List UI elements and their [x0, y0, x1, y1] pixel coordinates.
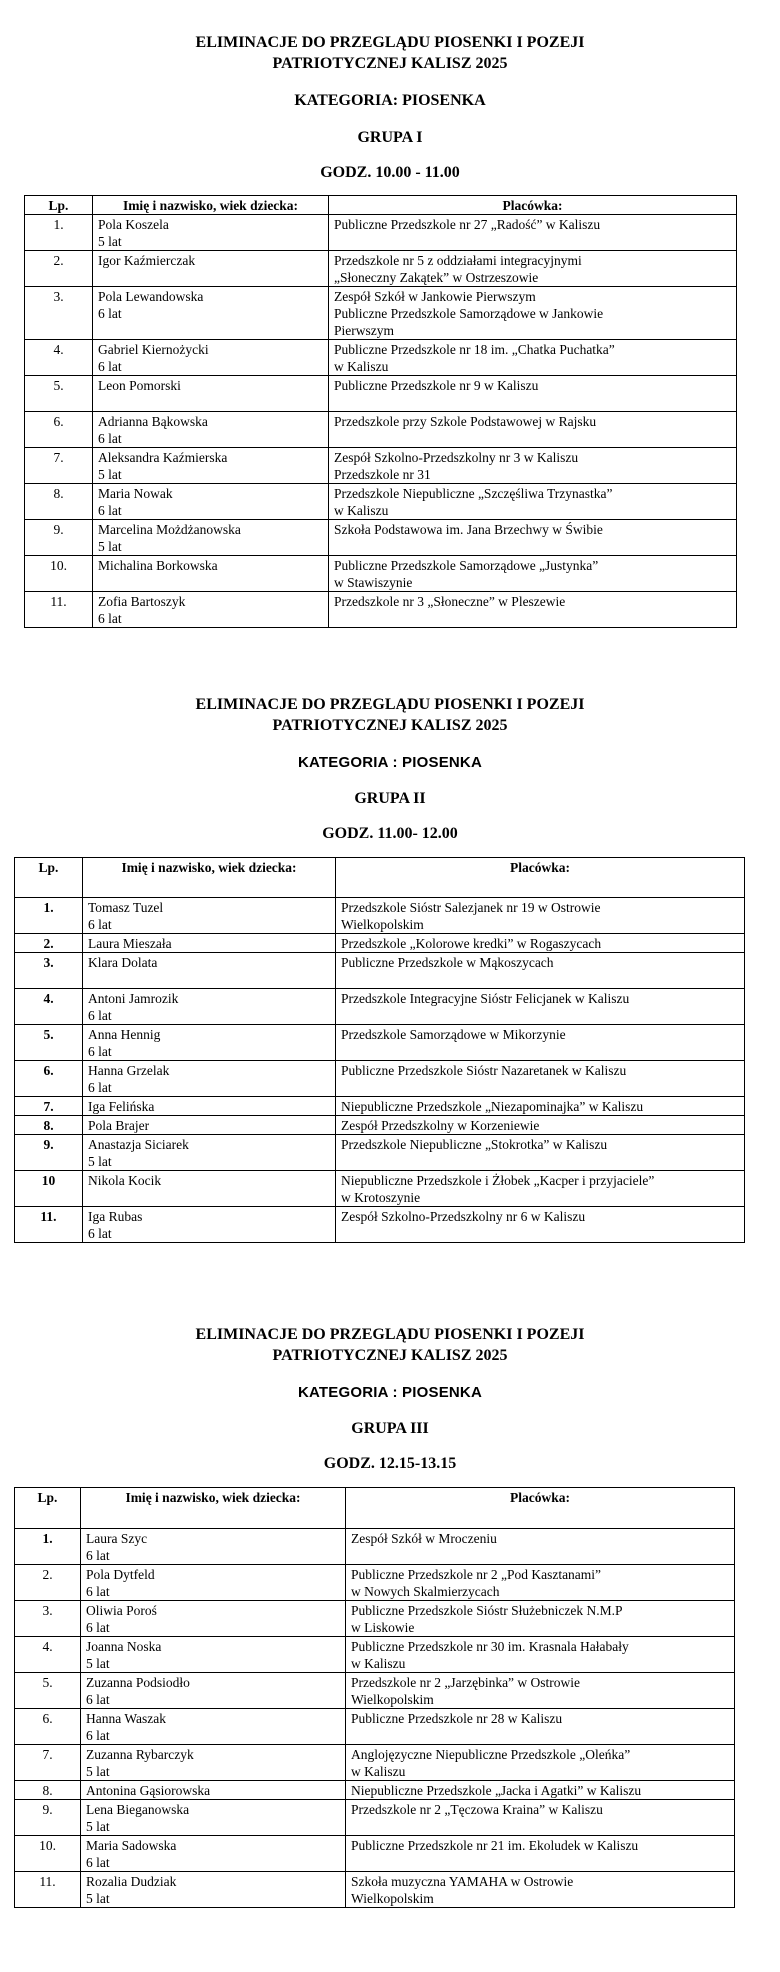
child-age: 5 lat [86, 1764, 110, 1779]
row-place [336, 1061, 745, 1097]
row-lp: 4. [25, 340, 93, 376]
table-row [15, 1709, 735, 1745]
header-lp: Lp. [15, 858, 83, 898]
row-place [329, 412, 737, 448]
place-line: Publiczne Przedszkole nr 9 w Kaliszu [334, 378, 539, 393]
child-name: Zuzanna Rybarczyk [86, 1747, 194, 1762]
place-line: „Słoneczny Zakątek” w Ostrzeszowie [334, 270, 539, 285]
row-lp: 10. [25, 556, 93, 592]
child-age: 5 lat [86, 1656, 110, 1671]
row-place [346, 1673, 735, 1709]
place-line: Publiczne Przedszkole w Mąkoszycach [341, 955, 554, 970]
child-age: 6 lat [86, 1855, 110, 1870]
group-2-label: GRUPA II [354, 790, 426, 807]
table-row [15, 1171, 745, 1207]
row-lp: 2. [15, 934, 83, 953]
row-name [83, 1025, 336, 1061]
place-line: Anglojęzyczne Niepubliczne Przedszkole „Oleńka” [351, 1747, 631, 1762]
table-header-row [25, 196, 737, 215]
row-lp: 9. [25, 520, 93, 556]
row-lp: 7. [25, 448, 93, 484]
table-row [15, 1872, 735, 1908]
child-name: Iga Rubas [88, 1209, 143, 1224]
place-line: Szkoła Podstawowa im. Jana Brzechwy w Świbie [334, 522, 603, 537]
child-name: Igor Kaźmierczak [98, 253, 196, 268]
row-lp: 11. [15, 1872, 81, 1908]
place-line: Publiczne Przedszkole nr 28 w Kaliszu [351, 1711, 563, 1726]
row-name [93, 556, 329, 592]
row-place [336, 1171, 745, 1207]
place-line: w Liskowie [351, 1620, 415, 1635]
child-age: 6 lat [98, 611, 122, 626]
table-row [15, 953, 745, 989]
place-line: Przedszkole przy Szkole Podstawowej w Rajsku [334, 414, 597, 429]
row-name [93, 484, 329, 520]
place-line: Niepubliczne Przedszkole „Jacka i Agatki” w Kaliszu [351, 1783, 642, 1798]
child-name: Aleksandra Kaźmierska [98, 450, 228, 465]
row-lp: 5. [25, 376, 93, 412]
child-age: 6 lat [86, 1584, 110, 1599]
row-name [81, 1800, 346, 1836]
row-name [93, 287, 329, 340]
row-lp: 1. [15, 898, 83, 934]
row-name [81, 1673, 346, 1709]
group-1-time: GODZ. 10.00 - 11.00 [320, 164, 460, 181]
group-1-label: GRUPA I [357, 129, 423, 146]
row-lp: 6. [15, 1709, 81, 1745]
child-age: 6 lat [98, 306, 122, 321]
child-name: Zofia Bartoszyk [98, 594, 186, 609]
place-line: Przedszkole Samorządowe w Mikorzynie [341, 1027, 566, 1042]
place-line: Szkoła muzyczna YAMAHA w Ostrowie [351, 1874, 574, 1889]
child-age: 6 lat [86, 1620, 110, 1635]
row-lp: 9. [15, 1800, 81, 1836]
row-lp: 8. [25, 484, 93, 520]
header-name: Imię i nazwisko, wiek dziecka: [81, 1488, 346, 1529]
group-1-category: KATEGORIA: PIOSENKA [294, 92, 486, 109]
place-line: Wielkopolskim [351, 1692, 434, 1707]
place-line: Publiczne Przedszkole Sióstr Służebniczek N.M.P [351, 1603, 623, 1618]
group-2-title-line2: PATRIOTYCZNEJ KALISZ 2025 [272, 717, 508, 734]
place-line: w Stawiszynie [334, 575, 413, 590]
row-place [346, 1529, 735, 1565]
row-name [83, 1171, 336, 1207]
row-lp: 3. [15, 953, 83, 989]
child-age: 6 lat [98, 359, 122, 374]
table-row [25, 556, 737, 592]
place-line: Publiczne Przedszkole nr 30 im. Krasnala Hałabały [351, 1639, 629, 1654]
table-row [15, 1135, 745, 1171]
child-name: Adrianna Bąkowska [98, 414, 208, 429]
row-place [329, 520, 737, 556]
child-name: Zuzanna Podsiodło [86, 1675, 190, 1690]
row-place [346, 1745, 735, 1781]
row-lp: 2. [25, 251, 93, 287]
table-row [25, 287, 737, 340]
row-lp: 1. [25, 215, 93, 251]
table-row [25, 484, 737, 520]
row-lp: 3. [25, 287, 93, 340]
place-line: Niepubliczne Przedszkole „Niezapominajka” w Kaliszu [341, 1099, 644, 1114]
child-name: Pola Dytfeld [86, 1567, 155, 1582]
row-place [329, 287, 737, 340]
place-line: Przedszkole Niepubliczne „Szczęśliwa Trzynastka” [334, 486, 613, 501]
table-row [25, 340, 737, 376]
child-name: Laura Szyc [86, 1531, 148, 1546]
row-place [336, 1135, 745, 1171]
row-lp: 11. [15, 1207, 83, 1243]
header-lp: Lp. [25, 196, 93, 215]
child-age: 6 lat [98, 503, 122, 518]
row-place [329, 484, 737, 520]
child-age: 6 lat [86, 1548, 110, 1563]
place-line: w Kaliszu [351, 1656, 406, 1671]
place-line: Zespół Szkół w Mroczeniu [351, 1531, 497, 1546]
child-name: Lena Bieganowska [86, 1802, 190, 1817]
row-name [83, 934, 336, 953]
group-3-title-line2: PATRIOTYCZNEJ KALISZ 2025 [272, 1347, 508, 1364]
child-age: 5 lat [86, 1891, 110, 1906]
place-line: Niepubliczne Przedszkole i Żłobek „Kacper i przyjaciele” [341, 1173, 655, 1188]
child-name: Michalina Borkowska [98, 558, 218, 573]
child-age: 5 lat [86, 1819, 110, 1834]
row-name [93, 215, 329, 251]
row-name [81, 1709, 346, 1745]
place-line: Publiczne Przedszkole nr 27 „Radość” w Kaliszu [334, 217, 601, 232]
row-name [81, 1836, 346, 1872]
row-place [346, 1637, 735, 1673]
place-line: Przedszkole Integracyjne Sióstr Felicjanek w Kaliszu [341, 991, 630, 1006]
group-3-title-line1: ELIMINACJE DO PRZEGLĄDU PIOSENKI I POZEJI [195, 1326, 585, 1343]
table-header-row [15, 858, 745, 898]
row-place [346, 1601, 735, 1637]
place-line: Zespół Przedszkolny w Korzeniewie [341, 1118, 540, 1133]
table-row [25, 376, 737, 412]
group-3-time: GODZ. 12.15-13.15 [323, 1455, 457, 1472]
child-name: Laura Mieszała [88, 936, 172, 951]
child-age: 5 lat [98, 234, 122, 249]
row-place [329, 376, 737, 412]
table-row [25, 448, 737, 484]
group-2-table-wrap [14, 857, 745, 1243]
place-line: w Nowych Skalmierzycach [351, 1584, 500, 1599]
row-place [346, 1872, 735, 1908]
table-row [15, 989, 745, 1025]
row-name [93, 251, 329, 287]
table-row [15, 1673, 735, 1709]
child-name: Joanna Noska [86, 1639, 162, 1654]
child-name: Nikola Kocik [88, 1173, 162, 1188]
place-line: Zespół Szkół w Jankowie Pierwszym [334, 289, 536, 304]
row-name [83, 898, 336, 934]
child-age: 5 lat [88, 1154, 112, 1169]
child-name: Pola Brajer [88, 1118, 150, 1133]
table-row [15, 1800, 735, 1836]
row-place [346, 1709, 735, 1745]
child-name: Tomasz Tuzel [88, 900, 164, 915]
place-line: Przedszkole Sióstr Salezjanek nr 19 w Ostrowie [341, 900, 601, 915]
row-place [336, 934, 745, 953]
row-lp: 1. [15, 1529, 81, 1565]
row-lp: 8. [15, 1781, 81, 1800]
row-place [346, 1781, 735, 1800]
group-1-table [24, 195, 737, 628]
row-place [346, 1836, 735, 1872]
row-lp: 9. [15, 1135, 83, 1171]
child-name: Pola Lewandowska [98, 289, 204, 304]
row-lp: 5. [15, 1025, 83, 1061]
row-name [83, 1207, 336, 1243]
child-name: Anastazja Siciarek [88, 1137, 189, 1152]
row-name [81, 1565, 346, 1601]
group-2-table [14, 857, 745, 1243]
table-row [25, 412, 737, 448]
table-row [15, 1116, 745, 1135]
table-row [15, 1745, 735, 1781]
row-place [329, 448, 737, 484]
child-age: 6 lat [88, 1008, 112, 1023]
group-1-title-line1: ELIMINACJE DO PRZEGLĄDU PIOSENKI I POZEJI [195, 34, 585, 51]
child-name: Maria Sadowska [86, 1838, 177, 1853]
child-name: Gabriel Kiernożycki [98, 342, 209, 357]
place-line: Przedszkole nr 31 [334, 467, 431, 482]
row-place [329, 556, 737, 592]
child-age: 6 lat [98, 431, 122, 446]
place-line: Zespół Szkolno-Przedszkolny nr 3 w Kaliszu [334, 450, 579, 465]
row-place [336, 989, 745, 1025]
place-line: Publiczne Przedszkole Samorządowe w Jankowie [334, 306, 604, 321]
row-place [336, 1097, 745, 1116]
row-name [93, 448, 329, 484]
row-place [329, 251, 737, 287]
child-name: Pola Koszela [98, 217, 169, 232]
table-row [15, 1601, 735, 1637]
child-name: Rozalia Dudziak [86, 1874, 177, 1889]
place-line: Publiczne Przedszkole Sióstr Nazaretanek w Kaliszu [341, 1063, 627, 1078]
place-line: Publiczne Przedszkole nr 18 im. „Chatka Puchatka” [334, 342, 615, 357]
row-place [346, 1800, 735, 1836]
row-name [83, 1116, 336, 1135]
header-place: Placówka: [346, 1488, 735, 1529]
child-age: 5 lat [98, 467, 122, 482]
place-line: Wielkopolskim [351, 1891, 434, 1906]
place-line: Przedszkole nr 2 „Tęczowa Kraina” w Kaliszu [351, 1802, 603, 1817]
row-name [83, 989, 336, 1025]
header-place: Placówka: [329, 196, 737, 215]
row-lp: 7. [15, 1097, 83, 1116]
table-row [25, 520, 737, 556]
child-name: Antonina Gąsiorowska [86, 1783, 211, 1798]
place-line: Przedszkole Niepubliczne „Stokrotka” w Kaliszu [341, 1137, 608, 1152]
table-row [15, 1207, 745, 1243]
child-name: Antoni Jamrozik [88, 991, 179, 1006]
group-3-table [14, 1487, 735, 1908]
place-line: Zespół Szkolno-Przedszkolny nr 6 w Kaliszu [341, 1209, 586, 1224]
row-name [83, 1061, 336, 1097]
row-place [336, 898, 745, 934]
header-lp: Lp. [15, 1488, 81, 1529]
table-row [15, 1025, 745, 1061]
header-name: Imię i nazwisko, wiek dziecka: [83, 858, 336, 898]
row-name [83, 953, 336, 989]
child-name: Anna Hennig [88, 1027, 161, 1042]
group-1-title-line2: PATRIOTYCZNEJ KALISZ 2025 [272, 55, 508, 72]
row-name [81, 1529, 346, 1565]
row-place [346, 1565, 735, 1601]
row-lp: 4. [15, 1637, 81, 1673]
row-name [93, 520, 329, 556]
row-name [81, 1781, 346, 1800]
row-lp: 6. [25, 412, 93, 448]
child-age: 5 lat [98, 539, 122, 554]
row-lp: 6. [15, 1061, 83, 1097]
place-line: w Kaliszu [334, 359, 389, 374]
place-line: w Krotoszynie [341, 1190, 421, 1205]
group-1-table-wrap [24, 195, 737, 628]
child-name: Iga Felińska [88, 1099, 155, 1114]
place-line: Przedszkole nr 3 „Słoneczne” w Pleszewie [334, 594, 566, 609]
child-name: Leon Pomorski [98, 378, 181, 393]
table-row [15, 1097, 745, 1116]
table-row [15, 1529, 735, 1565]
child-age: 6 lat [88, 917, 112, 932]
child-name: Hanna Waszak [86, 1711, 167, 1726]
row-lp: 3. [15, 1601, 81, 1637]
row-place [336, 1207, 745, 1243]
child-name: Oliwia Poroś [86, 1603, 157, 1618]
row-lp: 10 [15, 1171, 83, 1207]
row-lp: 2. [15, 1565, 81, 1601]
row-name [93, 340, 329, 376]
row-name [83, 1135, 336, 1171]
table-row [15, 1061, 745, 1097]
table-row [15, 1637, 735, 1673]
group-2-title-line1: ELIMINACJE DO PRZEGLĄDU PIOSENKI I POZEJI [195, 696, 585, 713]
table-row [25, 215, 737, 251]
row-lp: 11. [25, 592, 93, 628]
table-header-row [15, 1488, 735, 1529]
group-2-category: KATEGORIA : PIOSENKA [297, 754, 482, 771]
group-3-table-wrap [14, 1487, 735, 1908]
row-place [329, 592, 737, 628]
place-line: Publiczne Przedszkole nr 21 im. Ekoludek w Kaliszu [351, 1838, 639, 1853]
table-row [15, 1565, 735, 1601]
row-name [81, 1745, 346, 1781]
header-place: Placówka: [336, 858, 745, 898]
row-lp: 8. [15, 1116, 83, 1135]
row-place [329, 340, 737, 376]
child-name: Klara Dolata [88, 955, 158, 970]
row-place [336, 1025, 745, 1061]
header-name: Imię i nazwisko, wiek dziecka: [93, 196, 329, 215]
group-2-time: GODZ. 11.00- 12.00 [322, 825, 458, 842]
place-line: w Kaliszu [334, 503, 389, 518]
place-line: Publiczne Przedszkole nr 2 „Pod Kasztanami” [351, 1567, 602, 1582]
table-row [15, 1781, 735, 1800]
row-lp: 4. [15, 989, 83, 1025]
row-lp: 10. [15, 1836, 81, 1872]
row-name [83, 1097, 336, 1116]
group-3-category: KATEGORIA : PIOSENKA [297, 1384, 482, 1401]
group-3-label: GRUPA III [351, 1420, 429, 1437]
row-name [81, 1637, 346, 1673]
row-name [81, 1601, 346, 1637]
place-line: Publiczne Przedszkole Samorządowe „Justynka” [334, 558, 599, 573]
table-row [25, 251, 737, 287]
child-age: 6 lat [88, 1080, 112, 1095]
child-name: Marcelina Możdżanowska [98, 522, 241, 537]
row-lp: 5. [15, 1673, 81, 1709]
row-name [93, 412, 329, 448]
row-place [336, 953, 745, 989]
table-row [15, 934, 745, 953]
place-line: Przedszkole „Kolorowe kredki” w Rogaszycach [341, 936, 602, 951]
place-line: w Kaliszu [351, 1764, 406, 1779]
row-lp: 7. [15, 1745, 81, 1781]
child-age: 6 lat [88, 1044, 112, 1059]
place-line: Przedszkole nr 2 „Jarzębinka” w Ostrowie [351, 1675, 581, 1690]
table-row [25, 592, 737, 628]
child-age: 6 lat [86, 1692, 110, 1707]
place-line: Przedszkole nr 5 z oddziałami integracyjnymi [334, 253, 582, 268]
child-name: Maria Nowak [98, 486, 173, 501]
place-line: Wielkopolskim [341, 917, 424, 932]
table-row [15, 1836, 735, 1872]
table-row [15, 898, 745, 934]
row-place [329, 215, 737, 251]
place-line: Pierwszym [334, 323, 394, 338]
child-age: 6 lat [88, 1226, 112, 1241]
row-name [81, 1872, 346, 1908]
row-place [336, 1116, 745, 1135]
row-name [93, 376, 329, 412]
child-name: Hanna Grzelak [88, 1063, 170, 1078]
row-name [93, 592, 329, 628]
child-age: 6 lat [86, 1728, 110, 1743]
